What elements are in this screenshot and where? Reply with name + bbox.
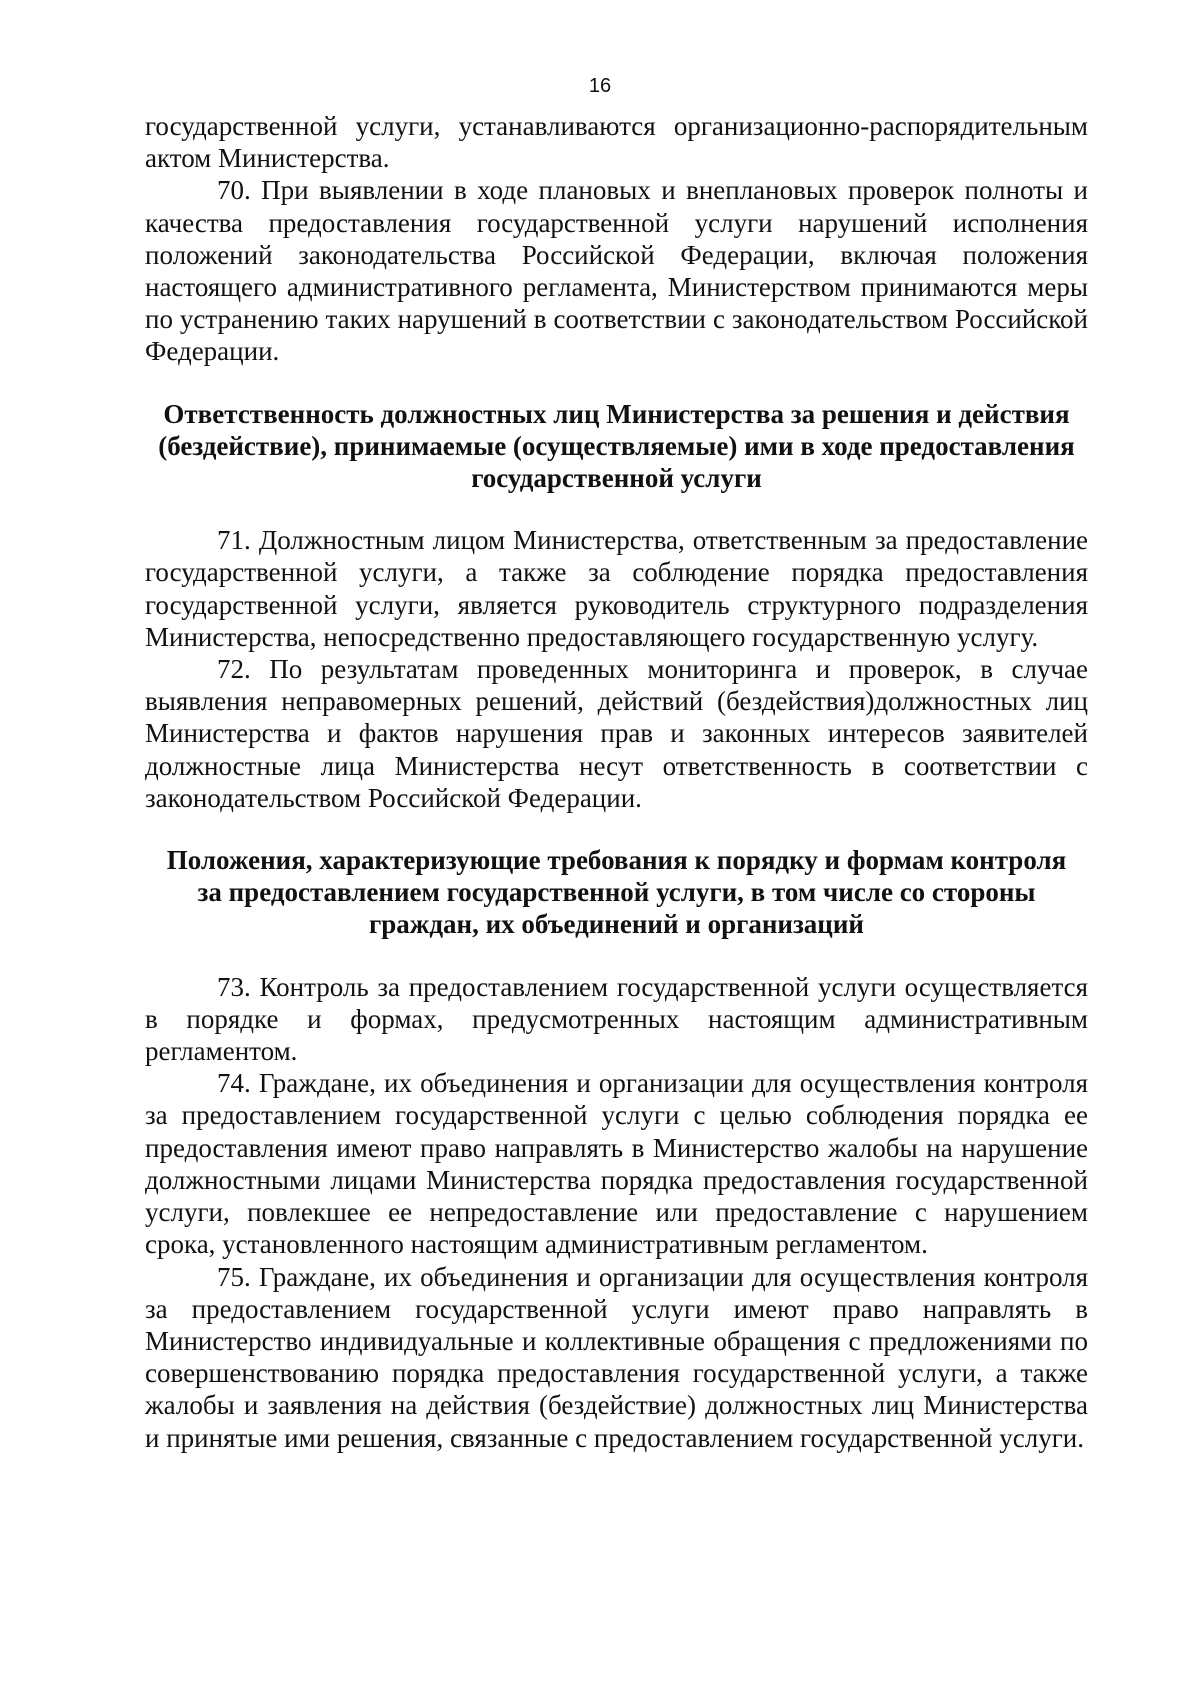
section-heading-responsibility: Ответственность должностных лиц Министерства за решения и действия (бездействие), принимаемые (осуществляемые) ими в ходе предоставления государственной услуги	[158, 398, 1075, 494]
section-heading-control-forms: Положения, характеризующие требования к порядку и формам контроля за предоставлением государственной услуги, в том числе со стороны граждан, их объединений и организаций	[166, 845, 1067, 940]
paragraph-72: 72. По результатам проведенных мониторинга и проверок, в случае выявления неправомерных решений, действий (бездействия)должностных лиц Министерства и фактов нарушения прав и законных интересов заявителей должностные лица Министерства несут ответственность в соответствии с законодательством Российской Федерации.	[145, 654, 1088, 813]
paragraph-75: 75. Граждане, их объединения и организации для осуществления контроля за предоставлением государственной услуги имеют право направлять в Министерство индивидуальные и коллективные обращения с предложениями по совершенствованию порядка предоставления государственной услуги, а также жалобы и заявления на действия (бездействие) должностных лиц Министерства и принятые ими решения, связанные с предоставлением государственной услуги.	[145, 1261, 1088, 1453]
paragraph-70: 70. При выявлении в ходе плановых и внеплановых проверок полноты и качества предоставления государственной услуги нарушений исполнения положений законодательства Российской Федерации, включая положения настоящего административного регламента, Министерством принимаются меры по устранению таких нарушений в соответствии с законодательством Российской Федерации.	[145, 175, 1088, 367]
paragraph-71: 71. Должностным лицом Министерства, ответственным за предоставление государственной услуги, а также за соблюдение порядка предоставления государственной услуги, является руководитель структурного подразделения Министерства, непосредственно предоставляющего государственную услугу.	[145, 525, 1088, 652]
paragraph-69-continuation: государственной услуги, устанавливаются организационно-распорядительным актом Министерства.	[145, 111, 1088, 174]
paragraph-73: 73. Контроль за предоставлением государственной услуги осуществляется в порядке и формах, предусмотренных настоящим административным регламентом.	[145, 971, 1088, 1067]
document-body	[145, 110, 1088, 1454]
paragraph-74: 74. Граждане, их объединения и организации для осуществления контроля за предоставлением государственной услуги с целью соблюдения порядка ее предоставления имеют право направлять в Министерство жалобы на нарушение должностными лицами Министерства порядка предоставления государственной услуги, повлекшее ее непредоставление или предоставление с нарушением срока, установленного настоящим административным регламентом.	[145, 1068, 1088, 1260]
page-number: 16	[588, 75, 612, 97]
